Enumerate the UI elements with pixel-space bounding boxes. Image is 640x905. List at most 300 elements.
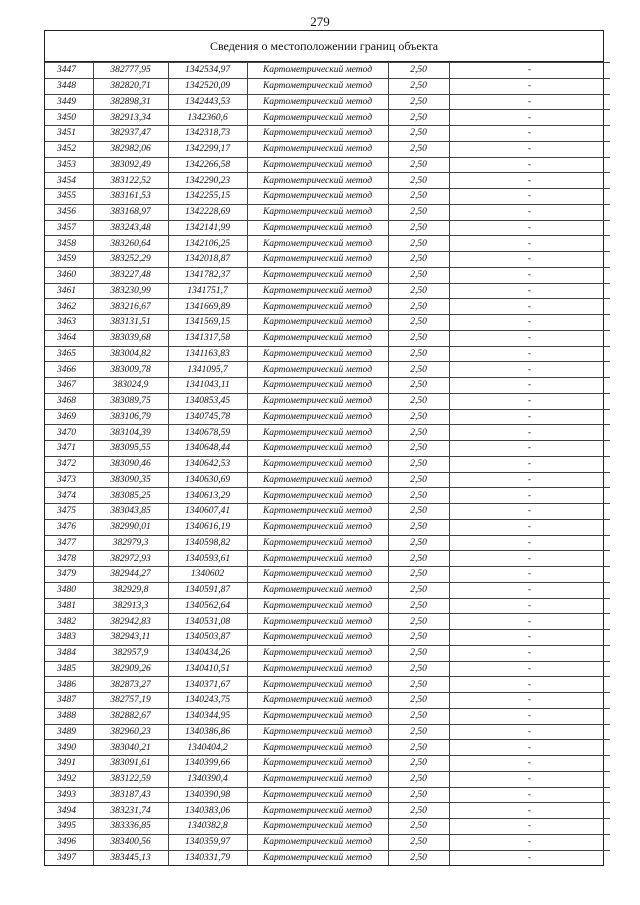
x-coordinate-cell: 382929,8	[93, 582, 168, 598]
x-coordinate-cell: 382873,27	[93, 677, 168, 693]
description-cell: -	[449, 236, 610, 252]
y-coordinate-cell: 1340598,82	[168, 535, 247, 551]
description-cell: -	[449, 472, 610, 488]
accuracy-cell: 2,50	[388, 94, 449, 110]
accuracy-cell: 2,50	[388, 535, 449, 551]
y-coordinate-cell: 1340616,19	[168, 519, 247, 535]
point-number-cell: 3472	[45, 456, 93, 472]
point-number-cell: 3481	[45, 598, 93, 614]
description-cell: -	[449, 504, 610, 520]
table-row	[45, 330, 610, 346]
description-cell: -	[449, 661, 610, 677]
method-cell: Картометрический метод	[247, 598, 388, 614]
method-cell: Картометрический метод	[247, 582, 388, 598]
accuracy-cell: 2,50	[388, 409, 449, 425]
table-row	[45, 283, 610, 299]
table-row	[45, 803, 610, 819]
description-cell: -	[449, 94, 610, 110]
description-cell: -	[449, 425, 610, 441]
point-number-cell: 3482	[45, 614, 93, 630]
point-number-cell: 3470	[45, 425, 93, 441]
table-row	[45, 252, 610, 268]
table-row	[45, 630, 610, 646]
method-cell: Картометрический метод	[247, 173, 388, 189]
point-number-cell: 3460	[45, 267, 93, 283]
method-cell: Картометрический метод	[247, 63, 388, 79]
accuracy-cell: 2,50	[388, 110, 449, 126]
table-row	[45, 504, 610, 520]
point-number-cell: 3492	[45, 771, 93, 787]
x-coordinate-cell: 383092,49	[93, 157, 168, 173]
description-cell: -	[449, 598, 610, 614]
accuracy-cell: 2,50	[388, 740, 449, 756]
accuracy-cell: 2,50	[388, 126, 449, 142]
x-coordinate-cell: 383122,52	[93, 173, 168, 189]
table-row	[45, 126, 610, 142]
accuracy-cell: 2,50	[388, 220, 449, 236]
y-coordinate-cell: 1342318,73	[168, 126, 247, 142]
x-coordinate-cell: 382944,27	[93, 567, 168, 583]
y-coordinate-cell: 1340593,61	[168, 551, 247, 567]
description-cell: -	[449, 267, 610, 283]
y-coordinate-cell: 1341317,58	[168, 330, 247, 346]
method-cell: Картометрический метод	[247, 551, 388, 567]
x-coordinate-cell: 382979,3	[93, 535, 168, 551]
x-coordinate-cell: 383336,85	[93, 819, 168, 835]
point-number-cell: 3453	[45, 157, 93, 173]
description-cell: -	[449, 488, 610, 504]
accuracy-cell: 2,50	[388, 283, 449, 299]
x-coordinate-cell: 382913,3	[93, 598, 168, 614]
method-cell: Картометрический метод	[247, 614, 388, 630]
x-coordinate-cell: 382957,9	[93, 645, 168, 661]
x-coordinate-cell: 383106,79	[93, 409, 168, 425]
y-coordinate-cell: 1340613,29	[168, 488, 247, 504]
method-cell: Картометрический метод	[247, 189, 388, 205]
accuracy-cell: 2,50	[388, 645, 449, 661]
table-row	[45, 441, 610, 457]
y-coordinate-cell: 1340399,66	[168, 756, 247, 772]
table-row	[45, 315, 610, 331]
x-coordinate-cell: 383043,85	[93, 504, 168, 520]
x-coordinate-cell: 383009,78	[93, 362, 168, 378]
coordinates-table	[45, 62, 610, 865]
accuracy-cell: 2,50	[388, 315, 449, 331]
method-cell: Картометрический метод	[247, 204, 388, 220]
point-number-cell: 3494	[45, 803, 93, 819]
method-cell: Картометрический метод	[247, 661, 388, 677]
y-coordinate-cell: 1340371,67	[168, 677, 247, 693]
description-cell: -	[449, 204, 610, 220]
x-coordinate-cell: 382943,11	[93, 630, 168, 646]
x-coordinate-cell: 383040,21	[93, 740, 168, 756]
table-row	[45, 63, 610, 79]
table-row	[45, 661, 610, 677]
accuracy-cell: 2,50	[388, 724, 449, 740]
point-number-cell: 3457	[45, 220, 93, 236]
y-coordinate-cell: 1342106,25	[168, 236, 247, 252]
table-row	[45, 456, 610, 472]
table-row	[45, 756, 610, 772]
y-coordinate-cell: 1341669,89	[168, 299, 247, 315]
accuracy-cell: 2,50	[388, 173, 449, 189]
description-cell: -	[449, 803, 610, 819]
accuracy-cell: 2,50	[388, 850, 449, 865]
point-number-cell: 3459	[45, 252, 93, 268]
accuracy-cell: 2,50	[388, 441, 449, 457]
accuracy-cell: 2,50	[388, 157, 449, 173]
accuracy-cell: 2,50	[388, 141, 449, 157]
point-number-cell: 3462	[45, 299, 93, 315]
description-cell: -	[449, 519, 610, 535]
table-row	[45, 708, 610, 724]
point-number-cell: 3450	[45, 110, 93, 126]
description-cell: -	[449, 582, 610, 598]
point-number-cell: 3455	[45, 189, 93, 205]
x-coordinate-cell: 383216,67	[93, 299, 168, 315]
y-coordinate-cell: 1342360,6	[168, 110, 247, 126]
accuracy-cell: 2,50	[388, 63, 449, 79]
table-row	[45, 267, 610, 283]
x-coordinate-cell: 383122,59	[93, 771, 168, 787]
description-cell: -	[449, 126, 610, 142]
point-number-cell: 3487	[45, 693, 93, 709]
y-coordinate-cell: 1342141,99	[168, 220, 247, 236]
y-coordinate-cell: 1340531,08	[168, 614, 247, 630]
x-coordinate-cell: 383104,39	[93, 425, 168, 441]
method-cell: Картометрический метод	[247, 850, 388, 865]
accuracy-cell: 2,50	[388, 708, 449, 724]
y-coordinate-cell: 1341163,83	[168, 346, 247, 362]
method-cell: Картометрический метод	[247, 299, 388, 315]
description-cell: -	[449, 567, 610, 583]
table-row	[45, 393, 610, 409]
accuracy-cell: 2,50	[388, 78, 449, 94]
table-row	[45, 535, 610, 551]
y-coordinate-cell: 1341569,15	[168, 315, 247, 331]
description-cell: -	[449, 189, 610, 205]
point-number-cell: 3491	[45, 756, 93, 772]
x-coordinate-cell: 383091,61	[93, 756, 168, 772]
accuracy-cell: 2,50	[388, 787, 449, 803]
y-coordinate-cell: 1340630,69	[168, 472, 247, 488]
description-cell: -	[449, 157, 610, 173]
y-coordinate-cell: 1342299,17	[168, 141, 247, 157]
accuracy-cell: 2,50	[388, 393, 449, 409]
x-coordinate-cell: 383243,48	[93, 220, 168, 236]
table-title: Сведения о местоположении границ объекта	[45, 31, 603, 62]
method-cell: Картометрический метод	[247, 519, 388, 535]
table-row	[45, 94, 610, 110]
method-cell: Картометрический метод	[247, 315, 388, 331]
table-row	[45, 598, 610, 614]
table-row	[45, 141, 610, 157]
x-coordinate-cell: 383024,9	[93, 378, 168, 394]
accuracy-cell: 2,50	[388, 582, 449, 598]
table-row	[45, 834, 610, 850]
accuracy-cell: 2,50	[388, 819, 449, 835]
point-number-cell: 3467	[45, 378, 93, 394]
y-coordinate-cell: 1340745,78	[168, 409, 247, 425]
description-cell: -	[449, 362, 610, 378]
point-number-cell: 3495	[45, 819, 93, 835]
description-cell: -	[449, 299, 610, 315]
method-cell: Картометрический метод	[247, 157, 388, 173]
table-row	[45, 567, 610, 583]
point-number-cell: 3464	[45, 330, 93, 346]
y-coordinate-cell: 1340562,64	[168, 598, 247, 614]
description-cell: -	[449, 614, 610, 630]
method-cell: Картометрический метод	[247, 78, 388, 94]
y-coordinate-cell: 1340503,87	[168, 630, 247, 646]
y-coordinate-cell: 1341751,7	[168, 283, 247, 299]
method-cell: Картометрический метод	[247, 708, 388, 724]
description-cell: -	[449, 456, 610, 472]
point-number-cell: 3476	[45, 519, 93, 535]
point-number-cell: 3447	[45, 63, 93, 79]
y-coordinate-cell: 1340410,51	[168, 661, 247, 677]
description-cell: -	[449, 677, 610, 693]
description-cell: -	[449, 535, 610, 551]
table-row	[45, 173, 610, 189]
method-cell: Картометрический метод	[247, 362, 388, 378]
point-number-cell: 3490	[45, 740, 93, 756]
table-row	[45, 157, 610, 173]
y-coordinate-cell: 1342443,53	[168, 94, 247, 110]
description-cell: -	[449, 346, 610, 362]
point-number-cell: 3468	[45, 393, 93, 409]
point-number-cell: 3485	[45, 661, 93, 677]
accuracy-cell: 2,50	[388, 378, 449, 394]
x-coordinate-cell: 383168,97	[93, 204, 168, 220]
y-coordinate-cell: 1340404,2	[168, 740, 247, 756]
method-cell: Картометрический метод	[247, 94, 388, 110]
description-cell: -	[449, 173, 610, 189]
x-coordinate-cell: 382972,93	[93, 551, 168, 567]
y-coordinate-cell: 1340648,44	[168, 441, 247, 457]
method-cell: Картометрический метод	[247, 378, 388, 394]
accuracy-cell: 2,50	[388, 425, 449, 441]
description-cell: -	[449, 740, 610, 756]
x-coordinate-cell: 383004,82	[93, 346, 168, 362]
table-row	[45, 378, 610, 394]
table-row	[45, 519, 610, 535]
method-cell: Картометрический метод	[247, 645, 388, 661]
point-number-cell: 3449	[45, 94, 93, 110]
boundary-table-sheet	[44, 30, 604, 866]
point-number-cell: 3486	[45, 677, 93, 693]
y-coordinate-cell: 1341782,37	[168, 267, 247, 283]
point-number-cell: 3456	[45, 204, 93, 220]
y-coordinate-cell: 1342534,97	[168, 63, 247, 79]
table-row	[45, 582, 610, 598]
x-coordinate-cell: 382937,47	[93, 126, 168, 142]
y-coordinate-cell: 1342520,09	[168, 78, 247, 94]
x-coordinate-cell: 382909,26	[93, 661, 168, 677]
accuracy-cell: 2,50	[388, 330, 449, 346]
point-number-cell: 3484	[45, 645, 93, 661]
accuracy-cell: 2,50	[388, 693, 449, 709]
accuracy-cell: 2,50	[388, 519, 449, 535]
x-coordinate-cell: 383252,29	[93, 252, 168, 268]
description-cell: -	[449, 756, 610, 772]
point-number-cell: 3483	[45, 630, 93, 646]
method-cell: Картометрический метод	[247, 677, 388, 693]
table-row	[45, 488, 610, 504]
accuracy-cell: 2,50	[388, 598, 449, 614]
y-coordinate-cell: 1340390,4	[168, 771, 247, 787]
method-cell: Картометрический метод	[247, 141, 388, 157]
description-cell: -	[449, 315, 610, 331]
method-cell: Картометрический метод	[247, 220, 388, 236]
point-number-cell: 3473	[45, 472, 93, 488]
y-coordinate-cell: 1340359,97	[168, 834, 247, 850]
description-cell: -	[449, 330, 610, 346]
method-cell: Картометрический метод	[247, 252, 388, 268]
accuracy-cell: 2,50	[388, 771, 449, 787]
table-row	[45, 850, 610, 865]
point-number-cell: 3480	[45, 582, 93, 598]
y-coordinate-cell: 1342255,15	[168, 189, 247, 205]
method-cell: Картометрический метод	[247, 409, 388, 425]
x-coordinate-cell: 382820,71	[93, 78, 168, 94]
table-row	[45, 346, 610, 362]
table-row	[45, 740, 610, 756]
y-coordinate-cell: 1340386,86	[168, 724, 247, 740]
x-coordinate-cell: 383260,64	[93, 236, 168, 252]
description-cell: -	[449, 393, 610, 409]
x-coordinate-cell: 383230,99	[93, 283, 168, 299]
point-number-cell: 3448	[45, 78, 93, 94]
description-cell: -	[449, 551, 610, 567]
description-cell: -	[449, 630, 610, 646]
point-number-cell: 3479	[45, 567, 93, 583]
point-number-cell: 3474	[45, 488, 93, 504]
x-coordinate-cell: 382982,06	[93, 141, 168, 157]
x-coordinate-cell: 383090,35	[93, 472, 168, 488]
y-coordinate-cell: 1340344,95	[168, 708, 247, 724]
table-row	[45, 551, 610, 567]
y-coordinate-cell: 1340390,98	[168, 787, 247, 803]
y-coordinate-cell: 1340607,41	[168, 504, 247, 520]
method-cell: Картометрический метод	[247, 803, 388, 819]
description-cell: -	[449, 850, 610, 865]
method-cell: Картометрический метод	[247, 535, 388, 551]
description-cell: -	[449, 409, 610, 425]
table-row	[45, 204, 610, 220]
method-cell: Картометрический метод	[247, 740, 388, 756]
point-number-cell: 3452	[45, 141, 93, 157]
description-cell: -	[449, 441, 610, 457]
accuracy-cell: 2,50	[388, 488, 449, 504]
table-row	[45, 645, 610, 661]
method-cell: Картометрический метод	[247, 724, 388, 740]
method-cell: Картометрический метод	[247, 441, 388, 457]
table-row	[45, 693, 610, 709]
method-cell: Картометрический метод	[247, 488, 388, 504]
method-cell: Картометрический метод	[247, 756, 388, 772]
table-row	[45, 425, 610, 441]
y-coordinate-cell: 1340331,79	[168, 850, 247, 865]
x-coordinate-cell: 383131,51	[93, 315, 168, 331]
accuracy-cell: 2,50	[388, 456, 449, 472]
x-coordinate-cell: 382942,83	[93, 614, 168, 630]
table-row	[45, 362, 610, 378]
x-coordinate-cell: 382913,34	[93, 110, 168, 126]
x-coordinate-cell: 382960,23	[93, 724, 168, 740]
point-number-cell: 3496	[45, 834, 93, 850]
point-number-cell: 3478	[45, 551, 93, 567]
description-cell: -	[449, 63, 610, 79]
accuracy-cell: 2,50	[388, 504, 449, 520]
method-cell: Картометрический метод	[247, 472, 388, 488]
table-row	[45, 220, 610, 236]
table-row	[45, 677, 610, 693]
point-number-cell: 3466	[45, 362, 93, 378]
table-row	[45, 787, 610, 803]
method-cell: Картометрический метод	[247, 693, 388, 709]
method-cell: Картометрический метод	[247, 819, 388, 835]
point-number-cell: 3497	[45, 850, 93, 865]
x-coordinate-cell: 382898,31	[93, 94, 168, 110]
accuracy-cell: 2,50	[388, 252, 449, 268]
description-cell: -	[449, 283, 610, 299]
accuracy-cell: 2,50	[388, 551, 449, 567]
point-number-cell: 3471	[45, 441, 93, 457]
table-row	[45, 771, 610, 787]
accuracy-cell: 2,50	[388, 189, 449, 205]
method-cell: Картометрический метод	[247, 456, 388, 472]
y-coordinate-cell: 1342228,69	[168, 204, 247, 220]
method-cell: Картометрический метод	[247, 567, 388, 583]
y-coordinate-cell: 1340602	[168, 567, 247, 583]
accuracy-cell: 2,50	[388, 267, 449, 283]
x-coordinate-cell: 383095,55	[93, 441, 168, 457]
x-coordinate-cell: 382777,95	[93, 63, 168, 79]
description-cell: -	[449, 252, 610, 268]
y-coordinate-cell: 1340853,45	[168, 393, 247, 409]
table-row	[45, 299, 610, 315]
point-number-cell: 3469	[45, 409, 93, 425]
y-coordinate-cell: 1342018,87	[168, 252, 247, 268]
x-coordinate-cell: 382990,01	[93, 519, 168, 535]
x-coordinate-cell: 383227,48	[93, 267, 168, 283]
accuracy-cell: 2,50	[388, 614, 449, 630]
description-cell: -	[449, 708, 610, 724]
method-cell: Картометрический метод	[247, 393, 388, 409]
table-row	[45, 110, 610, 126]
x-coordinate-cell: 382882,67	[93, 708, 168, 724]
y-coordinate-cell: 1340642,53	[168, 456, 247, 472]
method-cell: Картометрический метод	[247, 771, 388, 787]
accuracy-cell: 2,50	[388, 567, 449, 583]
description-cell: -	[449, 834, 610, 850]
y-coordinate-cell: 1340678,59	[168, 425, 247, 441]
accuracy-cell: 2,50	[388, 803, 449, 819]
x-coordinate-cell: 383187,43	[93, 787, 168, 803]
description-cell: -	[449, 724, 610, 740]
x-coordinate-cell: 383090,46	[93, 456, 168, 472]
page-number: 279	[310, 14, 330, 29]
accuracy-cell: 2,50	[388, 236, 449, 252]
method-cell: Картометрический метод	[247, 630, 388, 646]
table-row	[45, 189, 610, 205]
accuracy-cell: 2,50	[388, 630, 449, 646]
accuracy-cell: 2,50	[388, 472, 449, 488]
table-row	[45, 409, 610, 425]
description-cell: -	[449, 78, 610, 94]
x-coordinate-cell: 383039,68	[93, 330, 168, 346]
